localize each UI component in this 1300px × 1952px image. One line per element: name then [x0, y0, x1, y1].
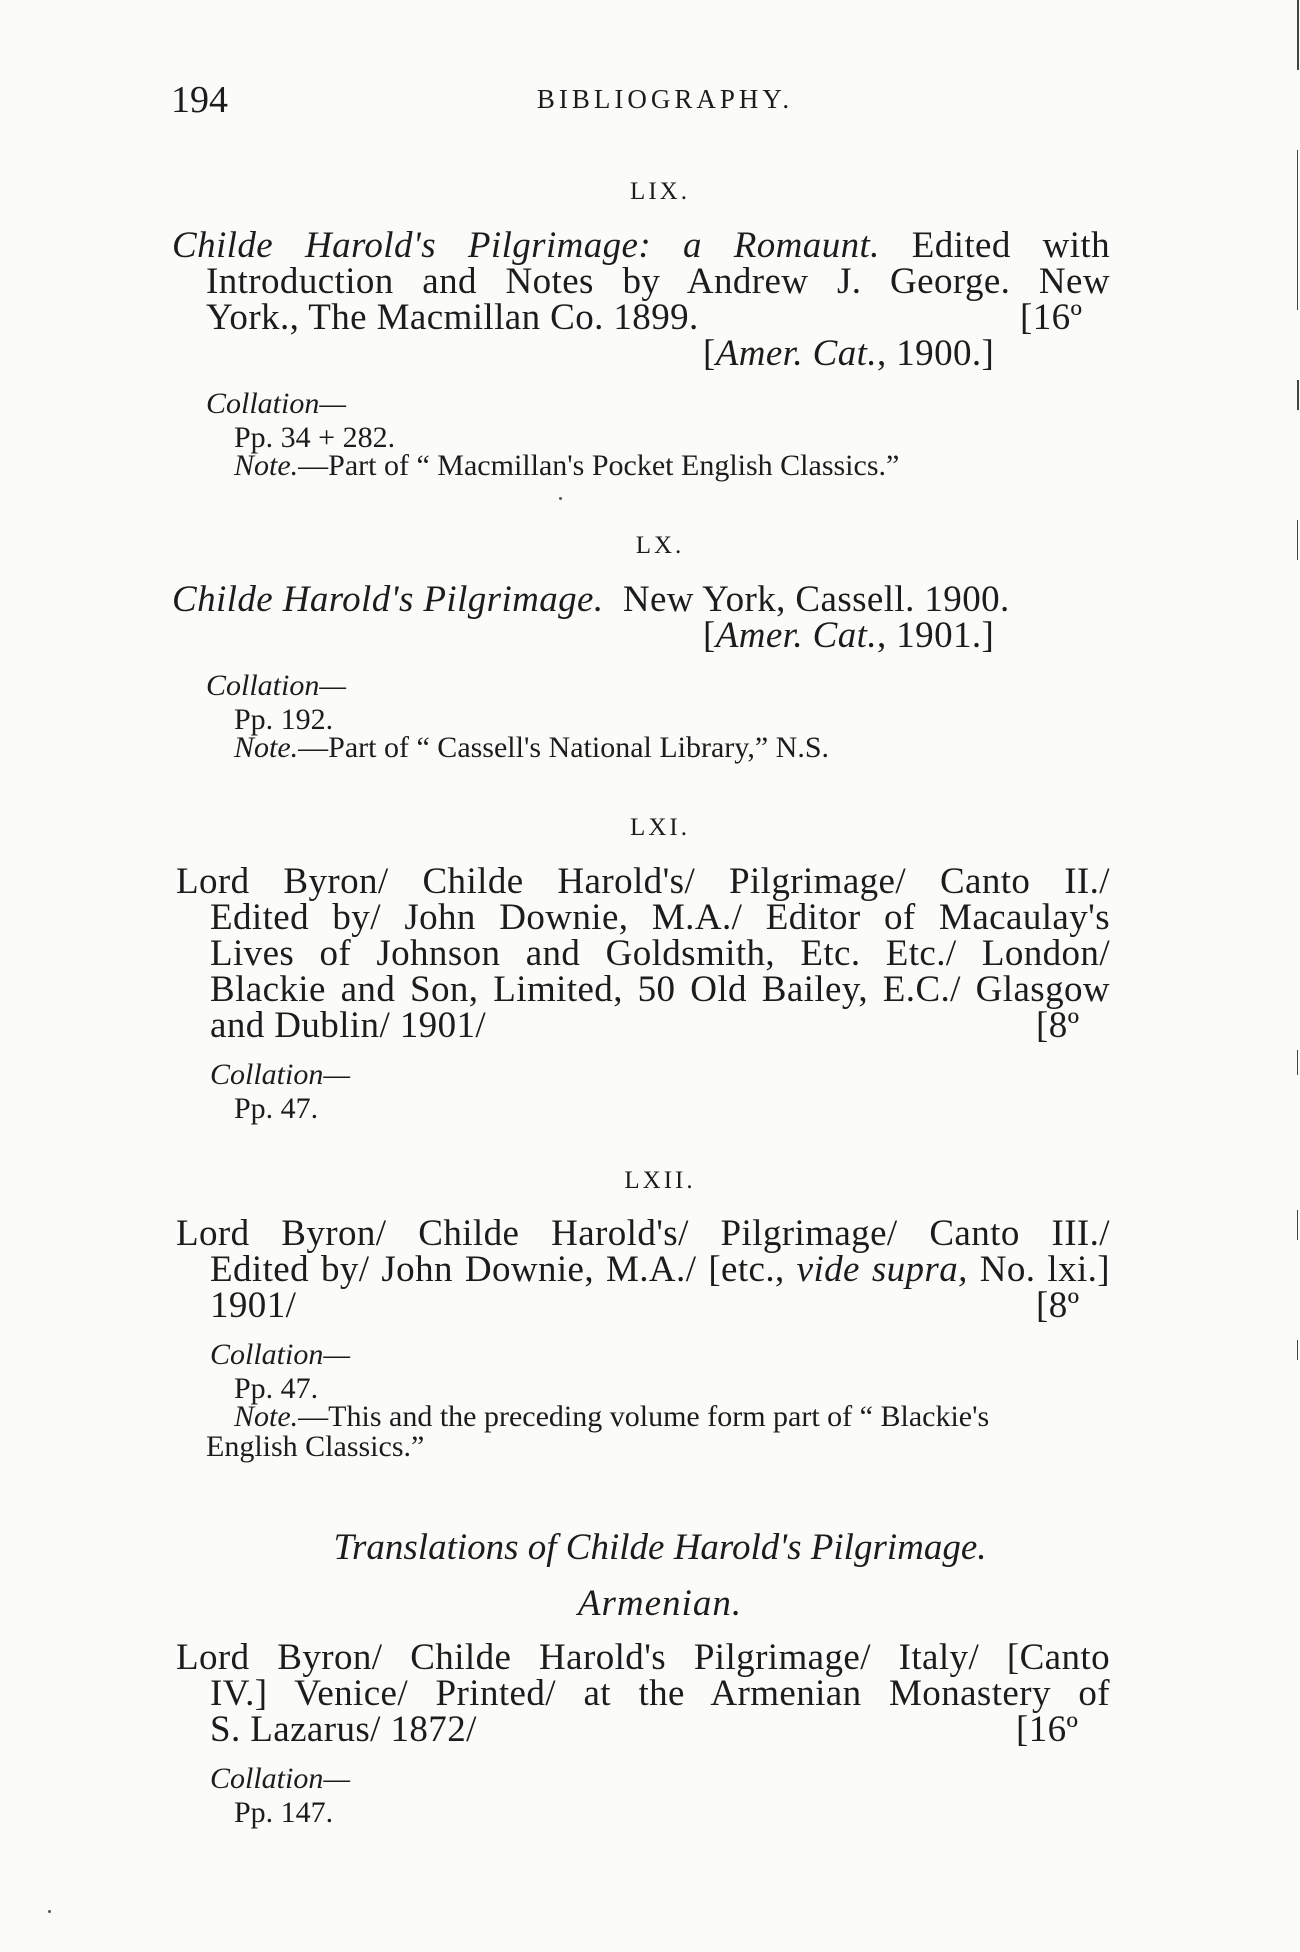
entry-text: No. lxi.] [979, 1249, 1111, 1290]
entry-note [234, 451, 899, 481]
entry-note-continued: English Classics.” [206, 1430, 425, 1463]
stray-dot [559, 497, 562, 500]
collation-pages: Pp. 47. [234, 1372, 319, 1405]
collation-pages: Pp. 34 + 282. [234, 421, 396, 454]
catalog-year: , 1901.] [876, 615, 995, 656]
stray-dot [48, 1910, 51, 1913]
entry-text-line: S. Lazarus/ 1872/ [210, 1709, 477, 1750]
entry-text-line: Lives of Johnson and Goldsmith, Etc. Etc./ London/ [210, 933, 1110, 974]
catalog-reference [703, 333, 995, 374]
catalog-year: , 1900.] [876, 333, 995, 374]
entry-text-line: Lord Byron/ Childe Harold's/ Pilgrimage/ Canto III./ [176, 1213, 1110, 1254]
collation-label: Collation— [210, 1058, 351, 1091]
page-number: 194 [171, 79, 228, 121]
note-text: —Part of “ Cassell's National Library,” N.S. [298, 731, 830, 764]
entry-text-line: Blackie and Son, Limited, 50 Old Bailey, E.C./ Glasgow [210, 969, 1110, 1010]
entry-text-line: York., The Macmillan Co. 1899. [206, 297, 699, 338]
collation-label: Collation— [210, 1762, 351, 1795]
page-edge-mark [1297, 1210, 1298, 1240]
entry-title-line [172, 225, 1111, 266]
page-edge-mark [1297, 1050, 1298, 1075]
page-edge-mark [1297, 150, 1298, 310]
note-label: Note. [234, 449, 299, 482]
collation-pages: Pp. 192. [234, 703, 334, 736]
entry-text: New York, Cassell. 1900. [622, 579, 1010, 620]
catalog-name: Amer. Cat. [715, 333, 877, 374]
format-size: [8º [1036, 1005, 1080, 1046]
note-label: Note. [234, 1400, 299, 1433]
collation-pages: Pp. 147. [234, 1796, 334, 1829]
entry-note [234, 1402, 989, 1432]
section-subheading: Armenian. [577, 1583, 743, 1624]
entry-text-line: and Dublin/ 1901/ [210, 1005, 487, 1046]
catalog-name: Amer. Cat. [715, 615, 877, 656]
entry-number: LXI. [630, 814, 690, 841]
note-text: —This and the preceding volume form part of “ Blackie's [298, 1400, 990, 1433]
entry-text-line: Edited by/ John Downie, M.A./ Editor of Macaulay's [210, 897, 1110, 938]
note-label: Note. [234, 731, 299, 764]
page-edge-mark [1297, 1340, 1298, 1360]
entry-title: Childe Harold's Pilgrimage: a Romaunt. [172, 225, 880, 266]
format-size: [16º [1020, 297, 1083, 338]
entry-text-italic: vide supra, [796, 1249, 968, 1290]
running-title: BIBLIOGRAPHY. [536, 84, 794, 114]
entry-note [234, 733, 829, 763]
entry-text: Edited with [911, 225, 1111, 266]
entry-text-line: Introduction and Notes by Andrew J. George. New [206, 261, 1110, 302]
entry-title: Childe Harold's Pilgrimage. [172, 579, 604, 620]
page-edge-mark [1297, 380, 1299, 410]
collation-pages: Pp. 47. [234, 1092, 319, 1125]
entry-text-line: 1901/ [210, 1285, 297, 1326]
entry-number: LIX. [630, 178, 690, 205]
note-text: —Part of “ Macmillan's Pocket English Classics.” [298, 449, 900, 482]
entry-text-line [210, 1249, 1111, 1290]
format-size: [8º [1036, 1285, 1080, 1326]
entry-text-line: IV.] Venice/ Printed/ at the Armenian Monastery of [210, 1673, 1110, 1714]
catalog-reference [703, 615, 995, 656]
entry-text-line: Lord Byron/ Childe Harold's/ Pilgrimage/ Canto II./ [176, 861, 1110, 902]
format-size: [16º [1016, 1709, 1079, 1750]
collation-label: Collation— [206, 387, 347, 420]
section-heading: Translations of Childe Harold's Pilgrimage. [333, 1527, 987, 1568]
bracket: [ [703, 615, 716, 656]
entry-text-line: Lord Byron/ Childe Harold's Pilgrimage/ Italy/ [Canto [176, 1637, 1110, 1678]
entry-title-line [172, 579, 1010, 620]
entry-text: Edited by/ John Downie, M.A./ [etc., [210, 1249, 785, 1290]
page-edge-mark [1297, 0, 1299, 70]
page-edge-mark [1297, 520, 1298, 560]
entry-number: LX. [635, 532, 685, 559]
bracket: [ [703, 333, 716, 374]
entry-number: LXII. [624, 1167, 696, 1194]
collation-label: Collation— [210, 1338, 351, 1371]
collation-label: Collation— [206, 669, 347, 702]
